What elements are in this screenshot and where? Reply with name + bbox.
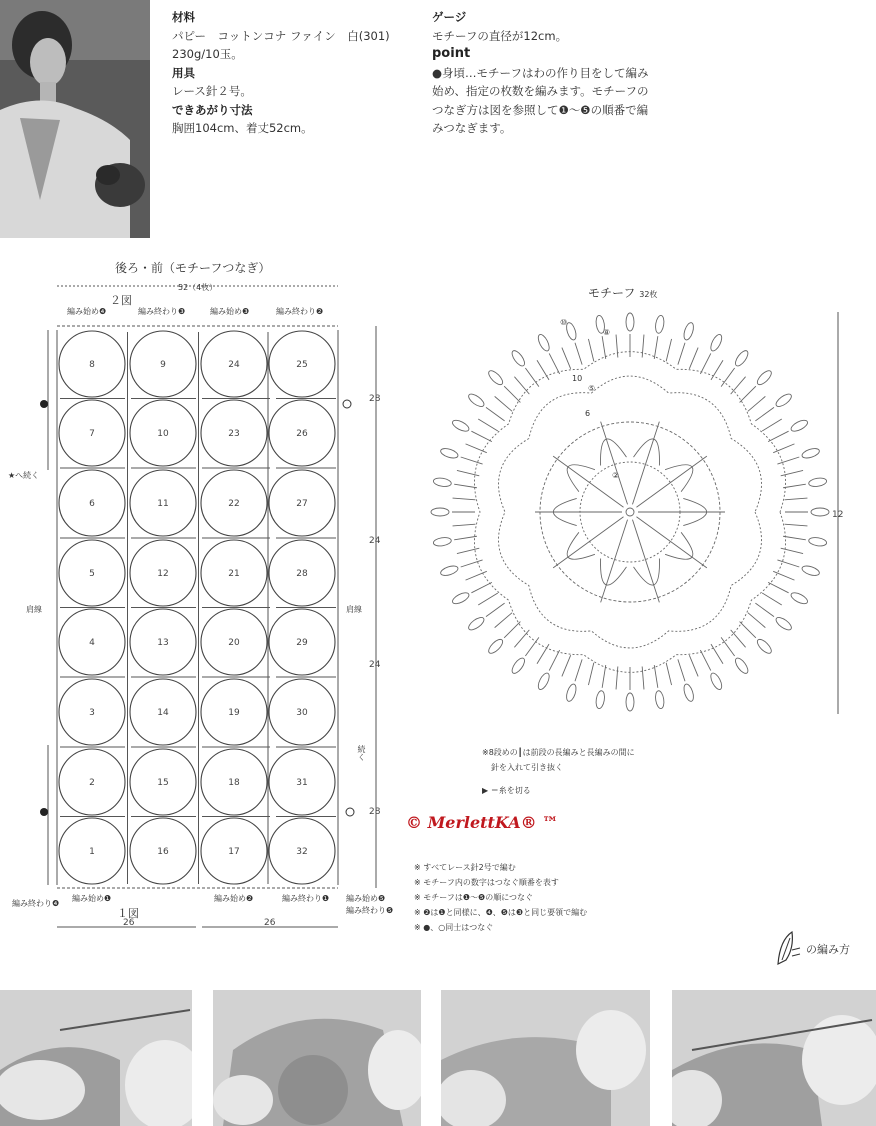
motif-picot xyxy=(451,418,471,433)
step-photo-1 xyxy=(0,990,192,1126)
motif-stitch-line xyxy=(781,548,803,553)
motif-title: モチーフ xyxy=(588,286,636,300)
motif-picot xyxy=(811,508,829,516)
bottom-label: 編み終わり❶ xyxy=(282,894,330,903)
motif-stitch-line xyxy=(504,386,520,402)
motif-chart xyxy=(420,300,840,730)
bottom-label: 編み終わり❺ xyxy=(346,906,394,915)
motif-stitch-line xyxy=(721,368,735,387)
motif-stitch-line xyxy=(689,655,698,676)
motif-stitch-line xyxy=(601,520,628,603)
motif-petal xyxy=(567,465,595,492)
motif-picot xyxy=(733,656,750,675)
motif-picot xyxy=(682,683,695,703)
motif-stitch-line xyxy=(748,613,765,628)
join-marker xyxy=(343,400,351,408)
motif-stitch-line xyxy=(466,571,487,580)
motif-petal xyxy=(665,465,693,492)
motif-stitch-line xyxy=(768,582,788,592)
motif-picot xyxy=(486,368,504,386)
motif-stitch-line xyxy=(602,665,606,688)
motif-stitch-line xyxy=(553,517,623,568)
motif-stitch-line xyxy=(495,613,512,628)
motif-stitch-line xyxy=(642,335,644,358)
motif-stitch-line xyxy=(575,343,582,365)
motif-stitch-line xyxy=(700,650,710,670)
motif-note xyxy=(482,745,635,798)
motif-stitch-line xyxy=(457,470,479,475)
top-label: 編み始め❹ xyxy=(67,307,107,316)
motif-picot xyxy=(626,313,634,331)
motif-number: 18 xyxy=(228,778,240,788)
note-line: ※ モチーフは❶～❺の順につなぐ xyxy=(414,893,534,902)
motif-stitch-line xyxy=(632,520,659,603)
motif-stitch-line xyxy=(478,593,498,605)
point-heading: point xyxy=(432,46,471,61)
motif-stitch-line xyxy=(537,360,549,380)
step-photo-3 xyxy=(441,990,650,1126)
motif-stitch-line xyxy=(453,498,476,500)
general-notes xyxy=(414,860,587,935)
gauge-text: モチーフの直径が12cm。 xyxy=(432,28,568,43)
top-width-label: 52（4枚） xyxy=(178,283,218,292)
motif-title-block xyxy=(588,284,657,301)
point-line: つなぎ方は図を参照して❶～❺の順番で編 xyxy=(432,102,649,117)
point-line: ●身頃…モチーフはわの作り目をして編み xyxy=(432,65,649,80)
motif-stitch-line xyxy=(549,353,559,373)
motif-picot xyxy=(565,322,578,342)
motif-picot xyxy=(510,349,527,368)
motif-round-label: 10 xyxy=(572,374,583,383)
materials-heading: 材料 xyxy=(172,10,195,24)
motif-stitch-line xyxy=(768,431,788,441)
dimension-label: 28 xyxy=(369,394,381,404)
motif-number: 1 xyxy=(89,847,95,857)
motif-stitch-line xyxy=(466,444,487,453)
motif-stitch-line xyxy=(454,484,477,488)
motif-number: 8 xyxy=(89,360,95,370)
note-line: ※ ●、○同士はつなぐ xyxy=(414,923,494,932)
motif-stitch-line xyxy=(755,603,774,617)
motif-stitch-line xyxy=(457,548,479,553)
motif-stitch-line xyxy=(601,422,628,505)
motif-stitch-line xyxy=(773,444,794,453)
motif-round-label: 6 xyxy=(585,409,591,418)
fig1-label: １図 xyxy=(117,907,139,920)
bottom-label: 編み終わり❹ xyxy=(12,899,60,908)
motif-picot xyxy=(536,333,551,353)
motif-stitch-line xyxy=(588,339,593,361)
dimension-label: 28 xyxy=(369,807,381,817)
motif-stitch-line xyxy=(486,407,505,421)
motif-number: 2 xyxy=(89,778,95,788)
motif-stitch-line xyxy=(666,663,671,685)
motif-stitch-line xyxy=(453,524,476,526)
motif-stitch-line xyxy=(514,630,529,647)
top-label: 編み終わり❸ xyxy=(138,307,186,316)
motif-picot xyxy=(774,392,793,409)
motif-stitch-line xyxy=(495,396,512,411)
motif-picot xyxy=(801,447,821,460)
motif-round-label: ⑩ xyxy=(560,318,568,327)
motif-stitch-line xyxy=(666,339,671,361)
motif-stitch-line xyxy=(654,665,658,688)
yarn-amount: 230g/10玉。 xyxy=(172,47,243,61)
motif-picot xyxy=(733,349,750,368)
motif-stitch-line xyxy=(762,593,782,605)
motif-stitch-line xyxy=(471,582,491,592)
motif-stitch-line xyxy=(478,419,498,431)
motif-number: 9 xyxy=(160,360,166,370)
motif-picot xyxy=(808,536,827,547)
motif-number: 20 xyxy=(228,638,240,648)
motif-stitch-line xyxy=(678,343,685,365)
motif-stitch-line xyxy=(636,456,706,507)
motif-stitch-line xyxy=(632,422,659,505)
motif-number: 4 xyxy=(89,638,95,648)
motif-picot xyxy=(682,322,695,342)
motif-stitch-line xyxy=(740,386,756,402)
motif-stitch-line xyxy=(486,603,505,617)
join-marker xyxy=(40,808,48,816)
motif-picot xyxy=(709,671,724,691)
motif-picot xyxy=(431,508,449,516)
motif-stitch-line xyxy=(785,524,808,526)
motif-picot xyxy=(510,656,527,675)
motif-stitch-line xyxy=(783,484,806,488)
motif-stitch-line xyxy=(616,667,618,690)
motif-stitch-line xyxy=(525,368,539,387)
motif-number: 25 xyxy=(296,360,308,370)
motif-stitch-line xyxy=(740,622,756,638)
step-photo-4 xyxy=(672,990,876,1126)
motif-stitch-line xyxy=(773,571,794,580)
motif-number: 21 xyxy=(228,569,240,579)
motif-number: 10 xyxy=(157,429,169,439)
motif-number: 29 xyxy=(296,638,308,648)
shoulder-left-label: 肩線 xyxy=(26,605,42,614)
motif-number: 26 xyxy=(296,429,308,439)
motif-picot xyxy=(595,315,606,334)
motif-note-line: ▶ ＝糸を切る xyxy=(482,786,531,795)
motif-number: 11 xyxy=(157,499,169,509)
motif-stitch-line xyxy=(755,407,774,421)
motif-picot xyxy=(433,536,452,547)
bottom-label: 編み始め❶ xyxy=(72,894,112,903)
motif-round-label: ⑤ xyxy=(588,384,596,393)
motif-round-label: ⑧ xyxy=(603,328,611,337)
motif-picot xyxy=(451,591,471,606)
motif-number: 3 xyxy=(89,708,95,718)
motif-stitch-line xyxy=(721,637,735,656)
bottom-label: 編み始め❺ xyxy=(346,894,386,903)
motif-stitch-line xyxy=(504,622,520,638)
motif-stitch-line xyxy=(783,536,806,540)
motif-number: 12 xyxy=(157,569,169,579)
shoulder-right-label: 肩線 xyxy=(346,605,362,614)
point-line: みつなぎます。 xyxy=(432,121,512,135)
motif-picot xyxy=(774,615,793,632)
motif-picot xyxy=(755,637,773,655)
motif-picot xyxy=(467,615,486,632)
motif-picot xyxy=(467,392,486,409)
motif-stitch-line xyxy=(762,419,782,431)
note-line: ※ ❷は❶と同様に、❹、❺は❸と同じ要領で編む xyxy=(414,908,588,917)
motif-number: 17 xyxy=(228,847,240,857)
motif-stitch-line xyxy=(616,335,618,358)
motif-picot xyxy=(654,315,665,334)
fig2-label: ２図 xyxy=(110,294,132,307)
motif-number: 23 xyxy=(228,429,240,439)
bottom-label: 編み始め❷ xyxy=(214,894,254,903)
motif-stitch-line xyxy=(514,377,529,394)
motif-picot xyxy=(565,683,578,703)
motif-stitch-line xyxy=(654,336,658,359)
motif-stitch-line xyxy=(562,348,571,369)
motif-picot xyxy=(709,333,724,353)
copyright-text: © MerlettKA® ™ xyxy=(406,813,559,832)
motif-picot xyxy=(654,690,665,709)
motif-diameter-label: 12 xyxy=(832,510,844,520)
motif-picot xyxy=(486,637,504,655)
motif-stitch-line xyxy=(588,663,593,685)
motif-stitch-line xyxy=(711,644,723,664)
right-continue-label: 続く xyxy=(357,745,366,761)
tools-text: レース針２号。 xyxy=(172,84,252,98)
motif-picot xyxy=(755,368,773,386)
motif-petal xyxy=(567,532,595,559)
motif-stitch-line xyxy=(731,630,746,647)
motif-number: 7 xyxy=(89,429,95,439)
note-line: ※ すべてレース針2号で編む xyxy=(414,863,516,872)
motif-picot xyxy=(789,591,809,606)
motif-stitch-line xyxy=(454,536,477,540)
motif-number: 27 xyxy=(296,499,308,509)
motif-stitch-line xyxy=(711,360,723,380)
motif-number: 13 xyxy=(157,638,169,648)
motif-stitch-line xyxy=(678,659,685,681)
leaf-mark-icon xyxy=(774,930,804,966)
dimension-label: 26 xyxy=(264,918,276,928)
join-marker xyxy=(346,808,354,816)
howto-label: の編み方 xyxy=(806,943,850,956)
motif-stitch-line xyxy=(537,644,549,664)
motif-number: 24 xyxy=(228,360,240,370)
motif-picot xyxy=(595,690,606,709)
dimension-label: 24 xyxy=(369,660,381,670)
motif-number: 30 xyxy=(296,708,308,718)
motif-picot xyxy=(789,418,809,433)
motif-stitch-line xyxy=(636,517,706,568)
motif-stitch-line xyxy=(525,637,539,656)
motif-count: 32枚 xyxy=(639,290,658,299)
motif-number: 19 xyxy=(228,708,240,718)
gauge-heading: ゲージ xyxy=(432,10,467,24)
motif-round xyxy=(626,508,634,516)
motif-stitch-line xyxy=(777,560,799,567)
dimension-label: 24 xyxy=(369,536,381,546)
motif-stitch-line xyxy=(553,456,623,507)
motif-stitch-line xyxy=(549,650,559,670)
top-label: 編み終わり❷ xyxy=(276,307,324,316)
motif-number: 32 xyxy=(296,847,308,857)
motif-number: 22 xyxy=(228,499,240,509)
motif-note-line: ※8段めの┃は前段の長編みと長編みの間に xyxy=(482,748,635,757)
motif-scallop xyxy=(474,352,785,673)
motif-stitch-line xyxy=(562,655,571,676)
top-label: 編み始め❸ xyxy=(210,307,250,316)
motif-number: 5 xyxy=(89,569,95,579)
motif-stitch-line xyxy=(731,377,746,394)
motif-stitch-line xyxy=(642,667,644,690)
step-photo-2 xyxy=(213,990,421,1126)
motif-stitch-line xyxy=(781,470,803,475)
yarn-line: パピー コットンコナ ファイン 白(301) xyxy=(172,28,390,43)
motif-picot xyxy=(433,477,452,488)
motif-stitch-line xyxy=(461,457,483,464)
motif-number: 14 xyxy=(157,708,169,718)
motif-number: 31 xyxy=(296,778,308,788)
motif-stitch-line xyxy=(700,353,710,373)
motif-stitch-line xyxy=(748,396,765,411)
motif-note-line: 針を入れて引き抜く xyxy=(491,763,563,772)
motif-stitch-line xyxy=(602,336,606,359)
motif-picot xyxy=(626,693,634,711)
motif-picot xyxy=(801,564,821,577)
tools-heading: 用具 xyxy=(172,65,195,80)
size-text: 胸囲104cm、着丈52cm。 xyxy=(172,121,313,135)
motif-number: 16 xyxy=(157,847,169,857)
motif-number: 6 xyxy=(89,499,95,509)
motif-stitch-line xyxy=(471,431,491,441)
motif-stitch-line xyxy=(575,659,582,681)
motif-petal xyxy=(665,532,693,559)
join-marker xyxy=(40,400,48,408)
note-line: ※ モチーフ内の数字はつなぐ順番を表す xyxy=(414,878,559,887)
motif-stitch-line xyxy=(689,348,698,369)
motif-stitch-line xyxy=(785,498,808,500)
motif-picot xyxy=(808,477,827,488)
motif-number: 15 xyxy=(157,778,169,788)
motif-picot xyxy=(536,671,551,691)
motif-round-label: ② xyxy=(612,471,620,480)
point-line: 始め、指定の枚数を編みます。モチーフの xyxy=(432,84,649,98)
motif-number: 28 xyxy=(296,569,308,579)
left-continue-label: ★へ続く xyxy=(8,471,40,480)
motif-picot xyxy=(440,564,460,577)
size-heading: できあがり寸法 xyxy=(172,102,253,117)
dimension-label: 26 xyxy=(123,918,135,928)
layout-diagram-title: 後ろ・前（モチーフつなぎ） xyxy=(115,261,271,275)
motif-picot xyxy=(440,447,460,460)
